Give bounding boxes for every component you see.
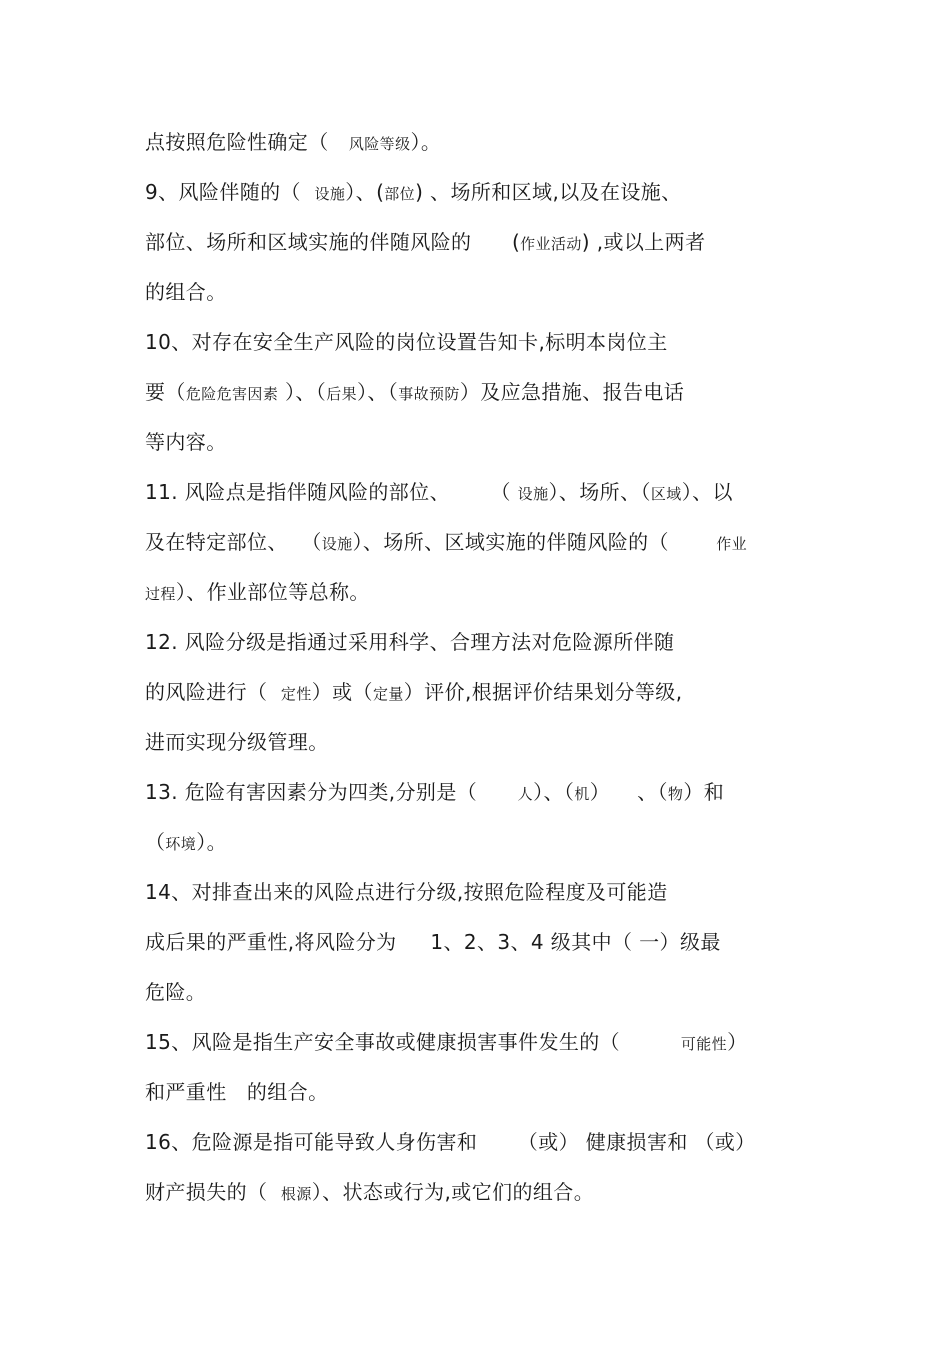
text-run: 等内容。 [145,430,227,454]
answer-text: 区域 [650,485,682,503]
text-line [145,425,815,459]
text-run: ）、作业部位等总称。 [175,580,370,604]
text-run: ）、（ [357,380,399,404]
text-line [145,1075,815,1109]
text-run: 12. 风险分级是指通过采用科学、合理方法对危险源所伴随 [145,630,675,654]
text-run: ）、状态或行为,或它们的组合。 [311,1180,595,1204]
text-line [145,375,815,409]
text-line [145,225,815,259]
text-run: 13. 危险有害因素分为四类,分别是（ [145,780,518,804]
text-run: ）。 [410,130,442,154]
answer-text: 事故预防 [398,385,460,403]
text-line [145,275,815,309]
text-line [145,175,815,209]
text-line [145,675,815,709]
text-line [145,1025,815,1059]
text-run: ）或（ [311,680,373,704]
text-run: 财产损失的（ [145,1180,281,1204]
text-line [145,625,815,659]
text-line [145,875,815,909]
text-run: ）、( [345,180,385,204]
text-line [145,1125,815,1159]
text-run: 16、危险源是指可能导致人身伤害和 （或） 健康损害和 （或） [145,1130,756,1154]
text-line [145,125,815,159]
answer-text: 物 [667,785,684,803]
text-run: ) 、场所和区域,以及在设施、 [415,180,682,204]
text-line [145,325,815,359]
answer-text: 设施 [314,185,346,203]
text-run: ）、（ [278,380,327,404]
answer-text: 根源 [280,1185,312,1203]
text-run: 成后果的严重性,将风险分为 1、2、3、4 级其中（ 一）级最 [145,930,721,954]
text-run: ）、以 [681,480,733,504]
answer-text: 可能性 [680,1035,728,1053]
text-run: ） 、（ [589,780,668,804]
text-line [145,975,815,1009]
text-run: 的组合。 [145,280,227,304]
text-run: ）。 [196,830,228,854]
answer-text: 后果 [326,385,357,403]
text-line [145,925,815,959]
text-line [145,575,815,609]
text-run: ）、场所、（ [548,480,651,504]
text-run: 及在特定部位、 （ [145,530,322,554]
answer-text: 风险等级 [348,135,411,153]
text-run: 的风险进行（ [145,680,281,704]
text-run: ) ,或以上两者 [581,230,706,254]
text-run: 危险。 [145,980,207,1004]
text-run: 11. 风险点是指伴随风险的部位、 （ [145,480,518,504]
text-run: ） [727,1030,748,1054]
answer-text: 定量 [372,685,404,703]
answer-text: 部位 [384,185,416,203]
text-run: 9、风险伴随的（ [145,180,315,204]
answer-text: 机 [574,785,590,803]
answer-text: 作业 [716,535,748,553]
answer-text: 作业活动 [520,235,582,253]
answer-text: 设施 [321,535,353,553]
text-run: （ [145,830,166,854]
text-run: 10、对存在安全生产风险的岗位设置告知卡,标明本岗位主 [145,330,668,354]
text-run: 14、对排查出来的风险点进行分级,按照危险程度及可能造 [145,880,668,904]
answer-text: 危险危害因素 [185,385,279,403]
text-run: ）评价,根据评价结果划分等级, [403,680,683,704]
text-line [145,825,815,859]
answer-text: 定性 [280,685,312,703]
text-run: 部位、场所和区域实施的伴随风险的 ( [145,230,521,254]
text-run: 和严重性 的组合。 [145,1080,329,1104]
text-run: ）和 [683,780,725,804]
text-run: 要（ [145,380,186,404]
answer-text: 过程 [145,585,176,603]
text-line [145,475,815,509]
answer-text: 环境 [165,835,197,853]
text-run: ）及应急措施、报告电话 [459,380,685,404]
answer-text: 人 [517,785,534,803]
answer-text: 设施 [517,485,549,503]
text-run: ）、场所、区域实施的伴随风险的（ [352,530,717,554]
text-line [145,775,815,809]
text-line [145,725,815,759]
text-line [145,525,815,559]
text-run: 15、风险是指生产安全事故或健康损害事件发生的（ [145,1030,681,1054]
text-line [145,1175,815,1209]
text-run: 进而实现分级管理。 [145,730,329,754]
text-run: 点按照危险性确定（ [145,130,349,154]
text-run: ）、（ [533,780,575,804]
